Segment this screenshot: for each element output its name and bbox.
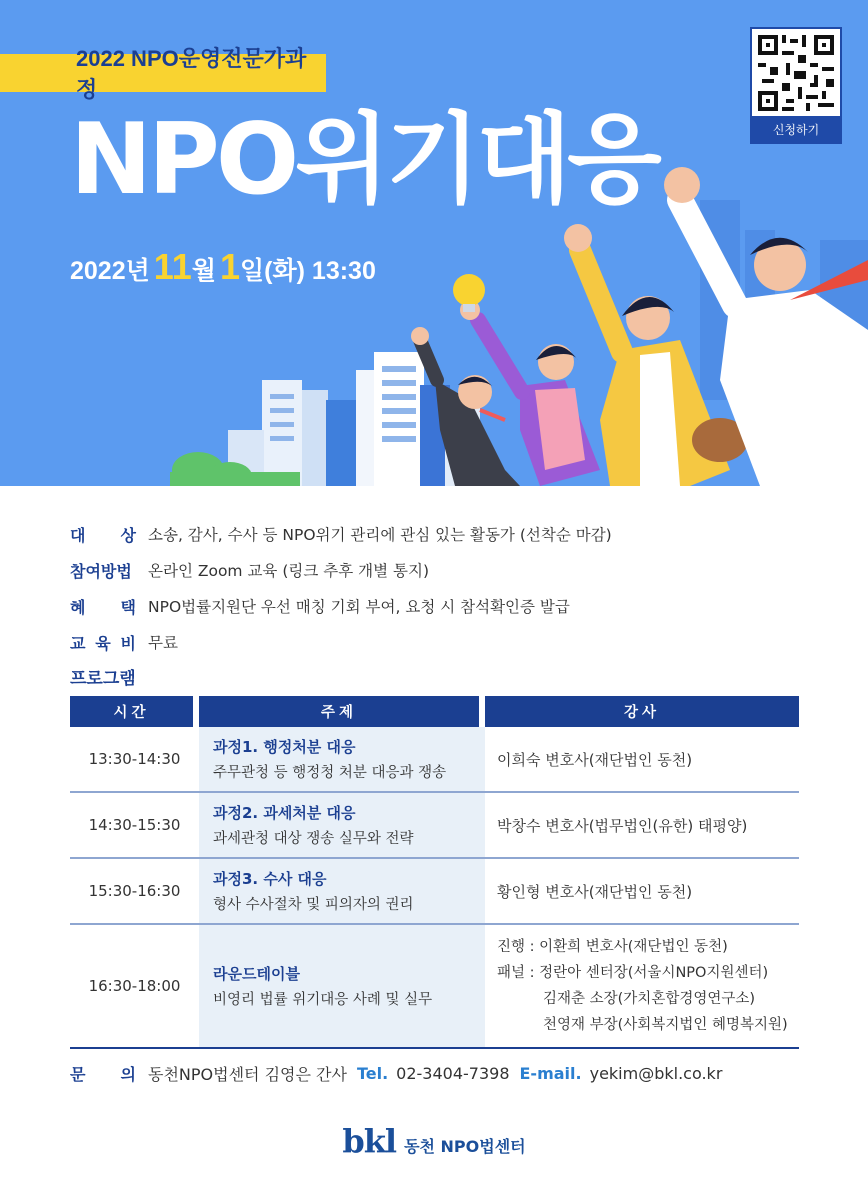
topic-subtitle: 비영리 법률 위기대응 사례 및 실무: [213, 992, 433, 1008]
footer: [0, 1122, 868, 1160]
email-address[interactable]: yekim@bkl.co.kr: [589, 1064, 723, 1083]
topic-title: 라운드테이블: [213, 965, 300, 983]
target-label: 대 상: [70, 525, 136, 545]
event-info: [70, 516, 830, 660]
session-topic: [199, 859, 485, 923]
session-time: 14:30-15:30: [88, 816, 181, 834]
date-month-num: 11: [153, 246, 192, 287]
page-title: NPO위기대응: [70, 103, 658, 217]
date-year: 2022년: [70, 257, 150, 285]
topic-title: 과정2. 과세처분 대응: [213, 804, 356, 822]
contact-label: 문 의: [70, 1065, 136, 1084]
table-row: [70, 925, 799, 1049]
table-row: [70, 727, 799, 793]
session-speaker: 박창수 변호사(법무법인(유한) 태평양): [497, 816, 748, 835]
qr-code-icon: [758, 35, 834, 111]
tel-label: Tel.: [356, 1064, 389, 1083]
program-heading: 프로그램: [70, 669, 136, 689]
header-topic: 주제: [199, 696, 479, 727]
info-fee: [70, 624, 830, 660]
org-name: 동천 NPO법센터: [404, 1137, 526, 1156]
qr-signup[interactable]: [750, 27, 842, 144]
session-time: 16:30-18:00: [88, 977, 181, 995]
info-target: [70, 516, 830, 552]
topic-subtitle: 과세관청 대상 쟁송 실무와 전략: [213, 831, 414, 847]
topic-title: 과정1. 행정처분 대응: [213, 738, 356, 756]
panel-line: 김재춘 소장(가치혼합경영연구소): [543, 991, 756, 1007]
session-topic: [199, 925, 485, 1047]
email-label: E-mail.: [519, 1064, 582, 1083]
session-speakers: [485, 925, 799, 1047]
date-day-rest: 일(화) 13:30: [240, 257, 376, 285]
moderator-line: 진행 : 이환희 변호사(재단법인 동천): [497, 939, 728, 955]
table-header: [70, 696, 799, 727]
date-day-num: 1: [219, 246, 241, 287]
panel-line: 패널 : 정란아 센터장(서울시NPO지원센터): [497, 965, 769, 981]
date-month-unit: 월: [191, 257, 216, 285]
bkl-logo: bkl: [342, 1122, 397, 1160]
table-row: [70, 859, 799, 925]
header-speaker: 강사: [485, 696, 799, 727]
session-time: 15:30-16:30: [88, 882, 181, 900]
session-topic: [199, 793, 485, 857]
session-speaker: 황인형 변호사(재단법인 동천): [497, 882, 693, 901]
method-value: 온라인 Zoom 교육 (링크 추후 개별 통지): [148, 562, 429, 580]
course-tag: 2022 NPO운영전문가과정: [0, 54, 326, 92]
benefit-value: NPO법률지원단 우선 매칭 기회 부여, 요청 시 참석확인증 발급: [148, 598, 570, 616]
fee-value: 무료: [148, 634, 178, 652]
topic-subtitle: 형사 수사절차 및 피의자의 권리: [213, 897, 414, 913]
topic-title: 과정3. 수사 대응: [213, 870, 327, 888]
session-topic: [199, 727, 485, 791]
info-method: [70, 552, 830, 588]
info-benefit: [70, 588, 830, 624]
target-value: 소송, 감사, 수사 등 NPO위기 관리에 관심 있는 활동가 (선착순 마감): [148, 526, 612, 544]
event-date: [70, 246, 376, 288]
session-time: 13:30-14:30: [88, 750, 181, 768]
program-table: [70, 696, 799, 1049]
benefit-label: 혜 택: [70, 597, 136, 617]
table-row: [70, 793, 799, 859]
fee-label: 교 육 비: [70, 633, 136, 653]
method-label: 참여방법: [70, 561, 132, 581]
contact-info: [70, 1062, 722, 1085]
panel-line: 천영재 부장(사회복지법인 혜명복지원): [543, 1017, 788, 1033]
contact-person: 동천NPO법센터 김영은 간사: [148, 1065, 347, 1084]
hero-banner: [0, 0, 868, 486]
tel-number[interactable]: 02-3404-7398: [396, 1064, 510, 1083]
signup-label[interactable]: 신청하기: [752, 116, 840, 142]
session-speaker: 이희숙 변호사(재단법인 동천): [497, 750, 693, 769]
topic-subtitle: 주무관청 등 행정청 처분 대응과 쟁송: [213, 765, 447, 781]
header-time: 시간: [70, 696, 193, 727]
